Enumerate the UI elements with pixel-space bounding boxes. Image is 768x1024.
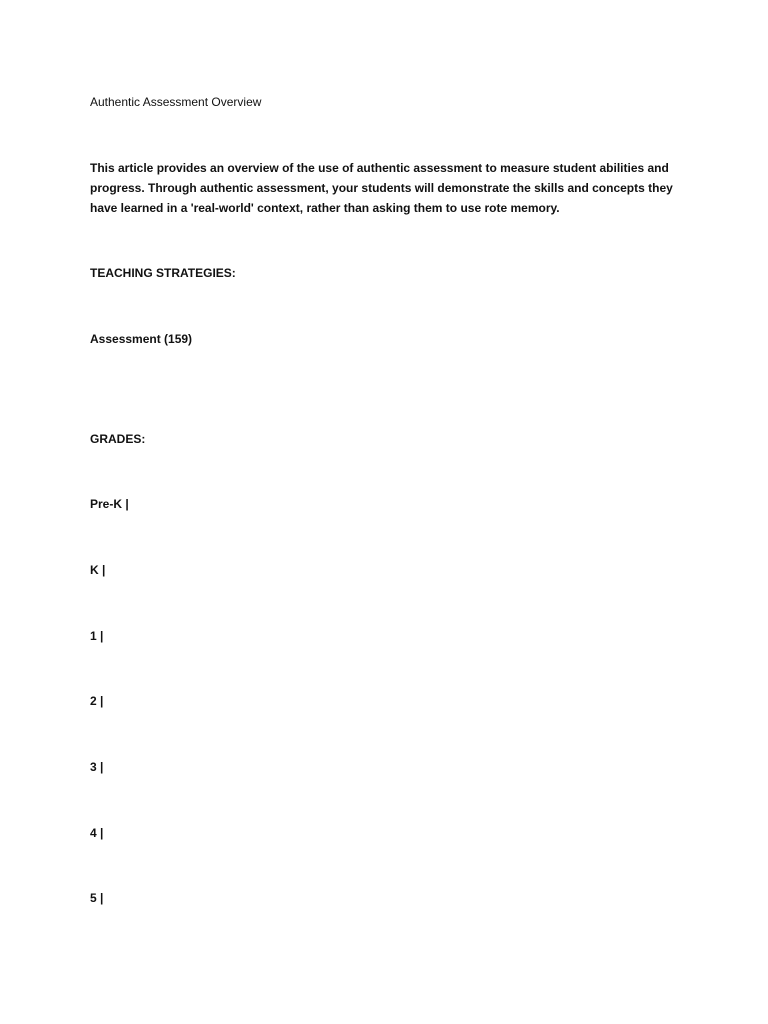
intro-line: This article provides an overview of the use of authentic assessment to measure student abilities and <box>90 161 669 175</box>
grade-item-pre-k[interactable]: Pre-K | <box>90 497 129 511</box>
grades-heading: GRADES: <box>90 432 146 446</box>
grade-item-4[interactable]: 4 | <box>90 826 104 840</box>
document-title: Authentic Assessment Overview <box>90 95 262 109</box>
teaching-strategies-heading: TEACHING STRATEGIES: <box>90 266 236 280</box>
teaching-strategy-link[interactable]: Assessment (159) <box>90 332 193 346</box>
grade-item-3[interactable]: 3 | <box>90 760 104 774</box>
intro-line: have learned in a 'real-world' context, rather than asking them to use rote memory. <box>90 201 560 215</box>
intro-paragraph <box>90 158 680 218</box>
grade-item-5[interactable]: 5 | <box>90 891 104 905</box>
grade-item-k[interactable]: K | <box>90 563 106 577</box>
grade-item-2[interactable]: 2 | <box>90 694 104 708</box>
grade-item-1[interactable]: 1 | <box>90 629 104 643</box>
intro-line: progress. Through authentic assessment, your students will demonstrate the skills and concepts they <box>90 181 673 195</box>
